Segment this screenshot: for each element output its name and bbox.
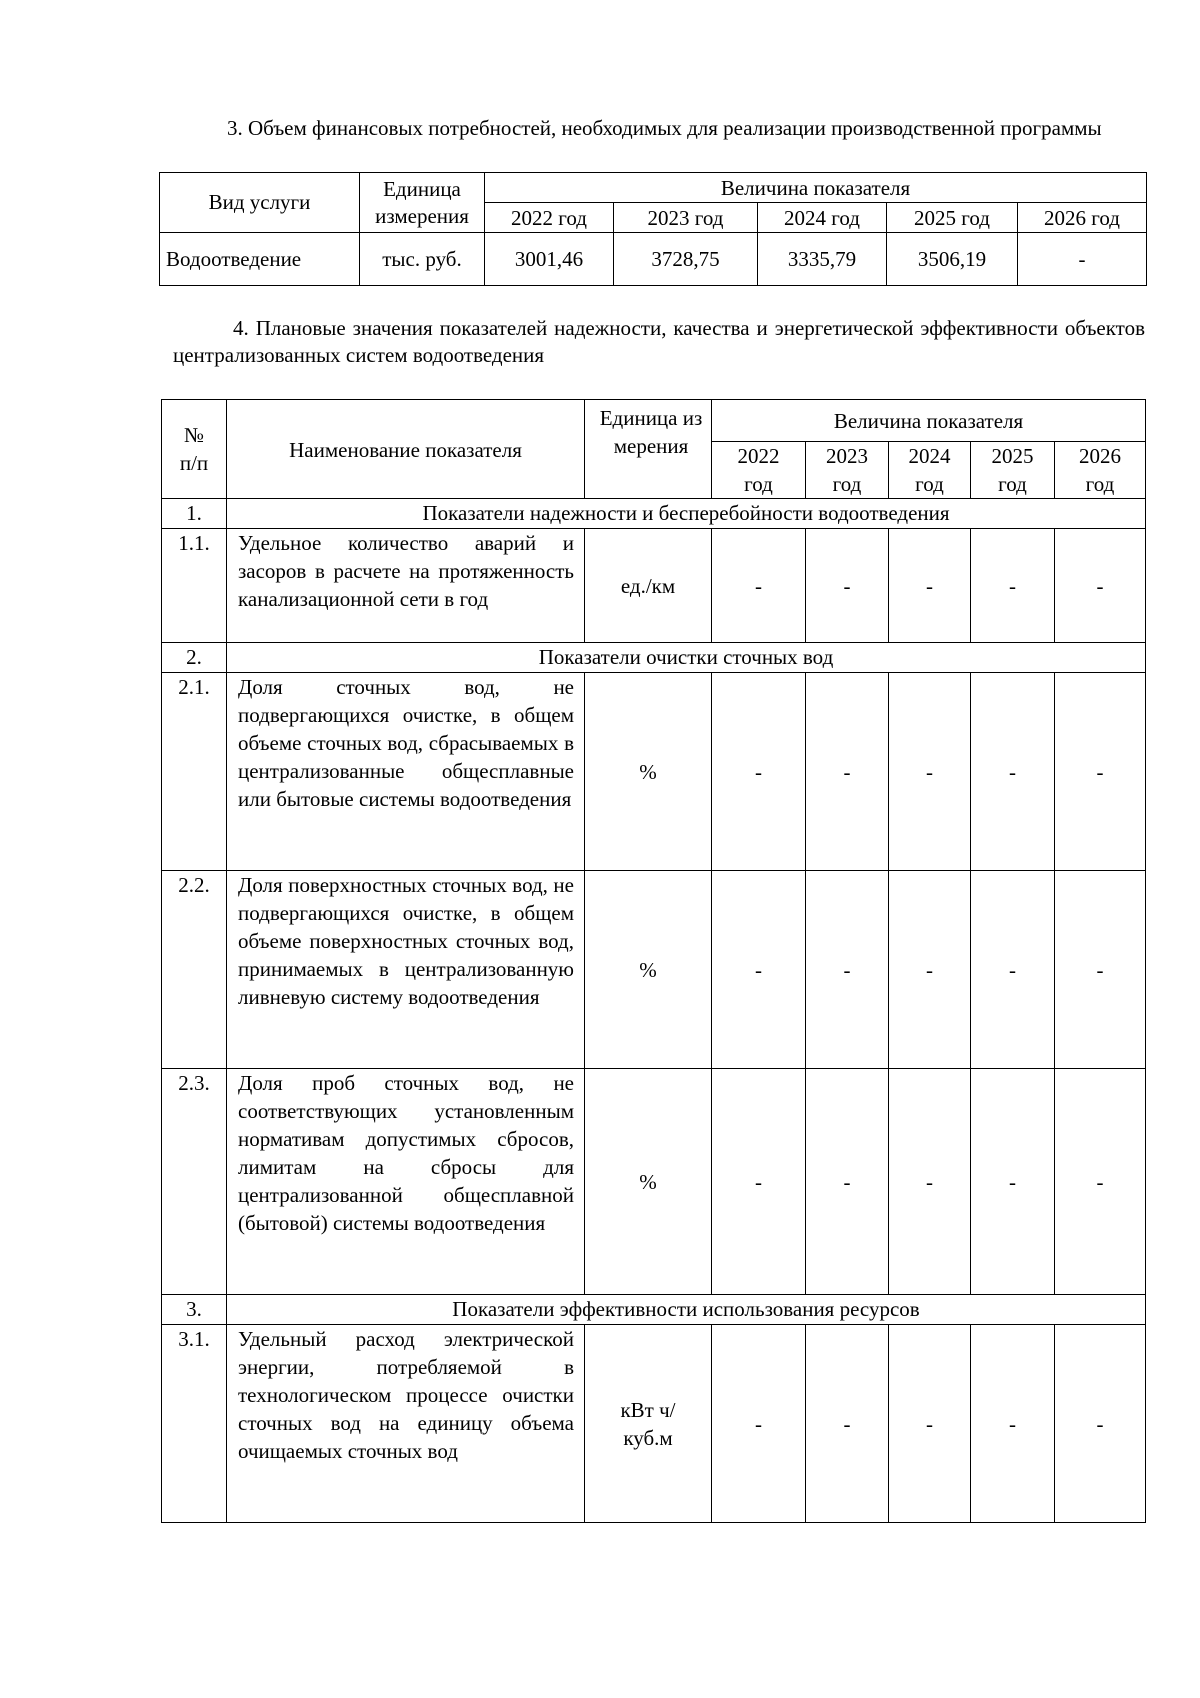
section-row [162, 643, 1146, 673]
indicator-name: Доля проб сточных вод, не соответствующих установленным нормативам допустимых сбросов, лимитам на сбросы для централизованной общесплавной (бытовой) системы водоотведения [227, 1069, 585, 1295]
value-cell: - [971, 673, 1055, 871]
value-cell: 3506,19 [887, 233, 1018, 286]
year-header: 2022 год [712, 442, 806, 499]
table-row [162, 1325, 1146, 1523]
value-cell: - [889, 871, 971, 1069]
value-cell: - [806, 673, 889, 871]
col-header-num: № п/п [162, 400, 227, 499]
table-row [162, 1069, 1146, 1295]
indicator-name: Доля сточных вод, не подвергающихся очистке, в общем объеме сточных вод, сбрасываемых в централизованные общесплавные или бытовые системы водоотведения [227, 673, 585, 871]
unit-cell: % [585, 1069, 712, 1295]
table-row [162, 673, 1146, 871]
value-cell: - [1055, 871, 1146, 1069]
indicator-name: Удельное количество аварий и засоров в расчете на протяженность канализационной сети в год [227, 529, 585, 643]
section-row [162, 499, 1146, 529]
value-cell: 3728,75 [614, 233, 758, 286]
row-number: 3.1. [162, 1325, 227, 1523]
section-4-heading: 4. Плановые значения показателей надежности, качества и энергетической эффективности объектов централизованных систем водоотведения [173, 316, 1145, 367]
col-header-name: Наименование показателя [227, 400, 585, 499]
table-header-row [162, 400, 1146, 442]
year-header: 2026 год [1055, 442, 1146, 499]
value-cell: - [712, 673, 806, 871]
value-cell: - [712, 529, 806, 643]
year-header: 2023 год [614, 203, 758, 233]
section-3-heading: 3. Объем финансовых потребностей, необходимых для реализации производственной программы [227, 116, 1102, 140]
section-title: Показатели надежности и бесперебойности водоотведения [227, 499, 1146, 529]
year-header: 2026 год [1018, 203, 1147, 233]
row-number: 2.2. [162, 871, 227, 1069]
value-cell: - [806, 529, 889, 643]
row-number: 2.3. [162, 1069, 227, 1295]
service-cell: Водоотведение [160, 233, 360, 286]
value-cell: - [806, 1325, 889, 1523]
value-cell: - [971, 1069, 1055, 1295]
year-header: 2023 год [806, 442, 889, 499]
value-cell: - [1055, 673, 1146, 871]
value-cell: - [971, 1325, 1055, 1523]
value-cell: - [1018, 233, 1147, 286]
year-header: 2024 год [758, 203, 887, 233]
year-header: 2025 год [887, 203, 1018, 233]
indicator-name: Доля поверхностных сточных вод, не подвергающихся очистке, в общем объеме поверхностных сточных вод, принимаемых в централизованную ливневую систему водоотведения [227, 871, 585, 1069]
col-header-value: Величина показателя [485, 173, 1147, 203]
unit-cell: кВт ч/куб.м [585, 1325, 712, 1523]
table-header-row [160, 173, 1147, 203]
section-number: 1. [162, 499, 227, 529]
unit-cell: % [585, 871, 712, 1069]
value-cell: - [1055, 1069, 1146, 1295]
section-title: Показатели очистки сточных вод [227, 643, 1146, 673]
year-header: 2025 год [971, 442, 1055, 499]
col-header-unit: Единица измерения [585, 400, 712, 499]
value-cell: 3001,46 [485, 233, 614, 286]
value-cell: - [806, 1069, 889, 1295]
row-number: 2.1. [162, 673, 227, 871]
unit-cell: тыс. руб. [360, 233, 485, 286]
year-header: 2024 год [889, 442, 971, 499]
indicator-name: Удельный расход электрической энергии, потребляемой в технологическом процессе очистки сточных вод на единицу объема очищаемых сточных вод [227, 1325, 585, 1523]
section-row [162, 1295, 1146, 1325]
col-header-unit: Единица измерения [360, 173, 485, 233]
indicators-table [161, 399, 1146, 1523]
value-cell: - [889, 529, 971, 643]
col-header-value: Величина показателя [712, 400, 1146, 442]
value-cell: - [971, 529, 1055, 643]
col-header-service: Вид услуги [160, 173, 360, 233]
value-cell: - [712, 1069, 806, 1295]
unit-cell: ед./км [585, 529, 712, 643]
value-cell: - [806, 871, 889, 1069]
value-cell: - [712, 871, 806, 1069]
value-cell: - [712, 1325, 806, 1523]
section-number: 3. [162, 1295, 227, 1325]
table-row [162, 871, 1146, 1069]
value-cell: 3335,79 [758, 233, 887, 286]
year-header: 2022 год [485, 203, 614, 233]
value-cell: - [1055, 1325, 1146, 1523]
value-cell: - [889, 673, 971, 871]
financial-needs-table [159, 172, 1147, 286]
table-row [162, 529, 1146, 643]
row-number: 1.1. [162, 529, 227, 643]
value-cell: - [889, 1069, 971, 1295]
value-cell: - [971, 871, 1055, 1069]
section-title: Показатели эффективности использования ресурсов [227, 1295, 1146, 1325]
table-row [160, 233, 1147, 286]
value-cell: - [889, 1325, 971, 1523]
section-number: 2. [162, 643, 227, 673]
value-cell: - [1055, 529, 1146, 643]
unit-cell: % [585, 673, 712, 871]
